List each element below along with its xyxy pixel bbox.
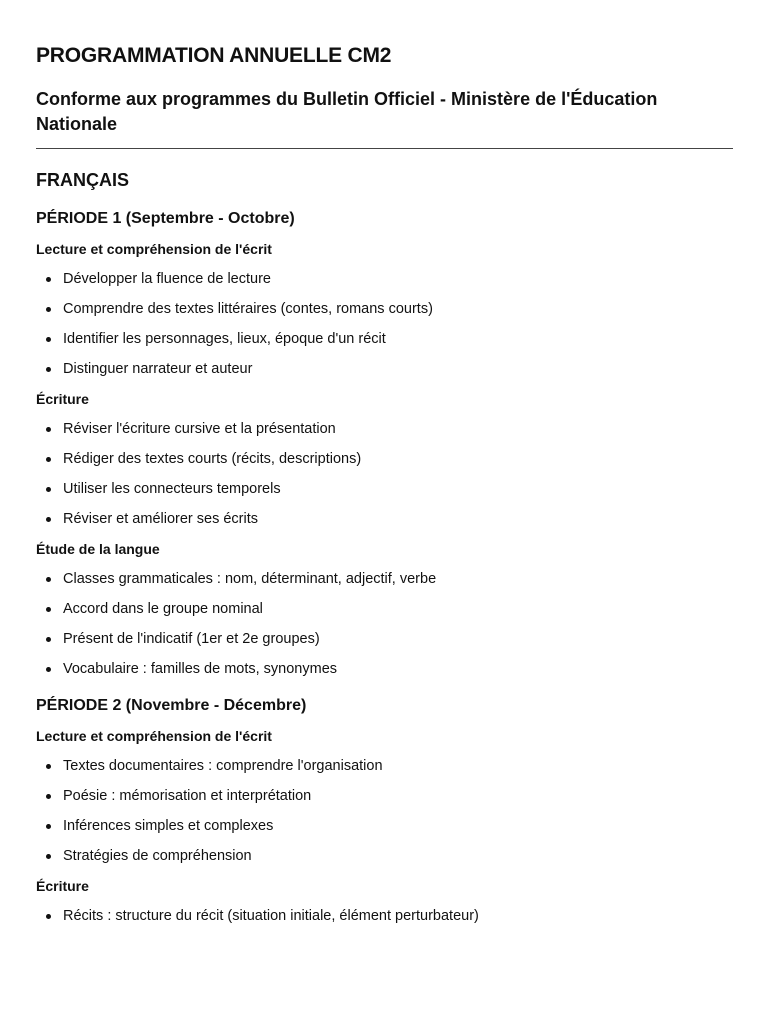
list-item: Identifier les personnages, lieux, époque d'un récit (63, 329, 732, 349)
period-heading: PÉRIODE 1 (Septembre - Octobre) (36, 210, 295, 227)
list-item: Présent de l'indicatif (1er et 2e groupes) (63, 629, 732, 649)
list-item: Distinguer narrateur et auteur (63, 359, 732, 379)
section-heading: Lecture et compréhension de l'écrit (36, 728, 272, 744)
list-item: Réviser l'écriture cursive et la présentation (63, 419, 732, 439)
list-item: Vocabulaire : familles de mots, synonymes (63, 659, 732, 679)
list-item: Récits : structure du récit (situation initiale, élément perturbateur) (63, 906, 732, 926)
list-item: Développer la fluence de lecture (63, 269, 732, 289)
bullet-list (36, 756, 732, 866)
bullet-list (36, 419, 732, 529)
list-item: Accord dans le groupe nominal (63, 599, 732, 619)
list-item: Classes grammaticales : nom, déterminant, adjectif, verbe (63, 569, 732, 589)
list-item: Inférences simples et complexes (63, 816, 732, 836)
list-item: Utiliser les connecteurs temporels (63, 479, 732, 499)
section-heading: Étude de la langue (36, 541, 160, 557)
section-heading: Écriture (36, 391, 89, 407)
document-subtitle: Conforme aux programmes du Bulletin Officiel - Ministère de l'Éducation Nationale (36, 89, 658, 134)
document-title: PROGRAMMATION ANNUELLE CM2 (36, 44, 392, 67)
list-item: Comprendre des textes littéraires (contes, romans courts) (63, 299, 732, 319)
section-heading: Écriture (36, 878, 89, 894)
subject-heading: FRANÇAIS (36, 170, 129, 190)
list-item: Textes documentaires : comprendre l'organisation (63, 756, 732, 776)
list-item: Rédiger des textes courts (récits, descriptions) (63, 449, 732, 469)
list-item: Stratégies de compréhension (63, 846, 732, 866)
horizontal-divider (36, 148, 733, 149)
bullet-list (36, 569, 732, 679)
bullet-list (36, 269, 732, 379)
period-heading: PÉRIODE 2 (Novembre - Décembre) (36, 697, 307, 714)
list-item: Poésie : mémorisation et interprétation (63, 786, 732, 806)
section-heading: Lecture et compréhension de l'écrit (36, 241, 272, 257)
list-item: Réviser et améliorer ses écrits (63, 509, 732, 529)
bullet-list (36, 906, 732, 926)
